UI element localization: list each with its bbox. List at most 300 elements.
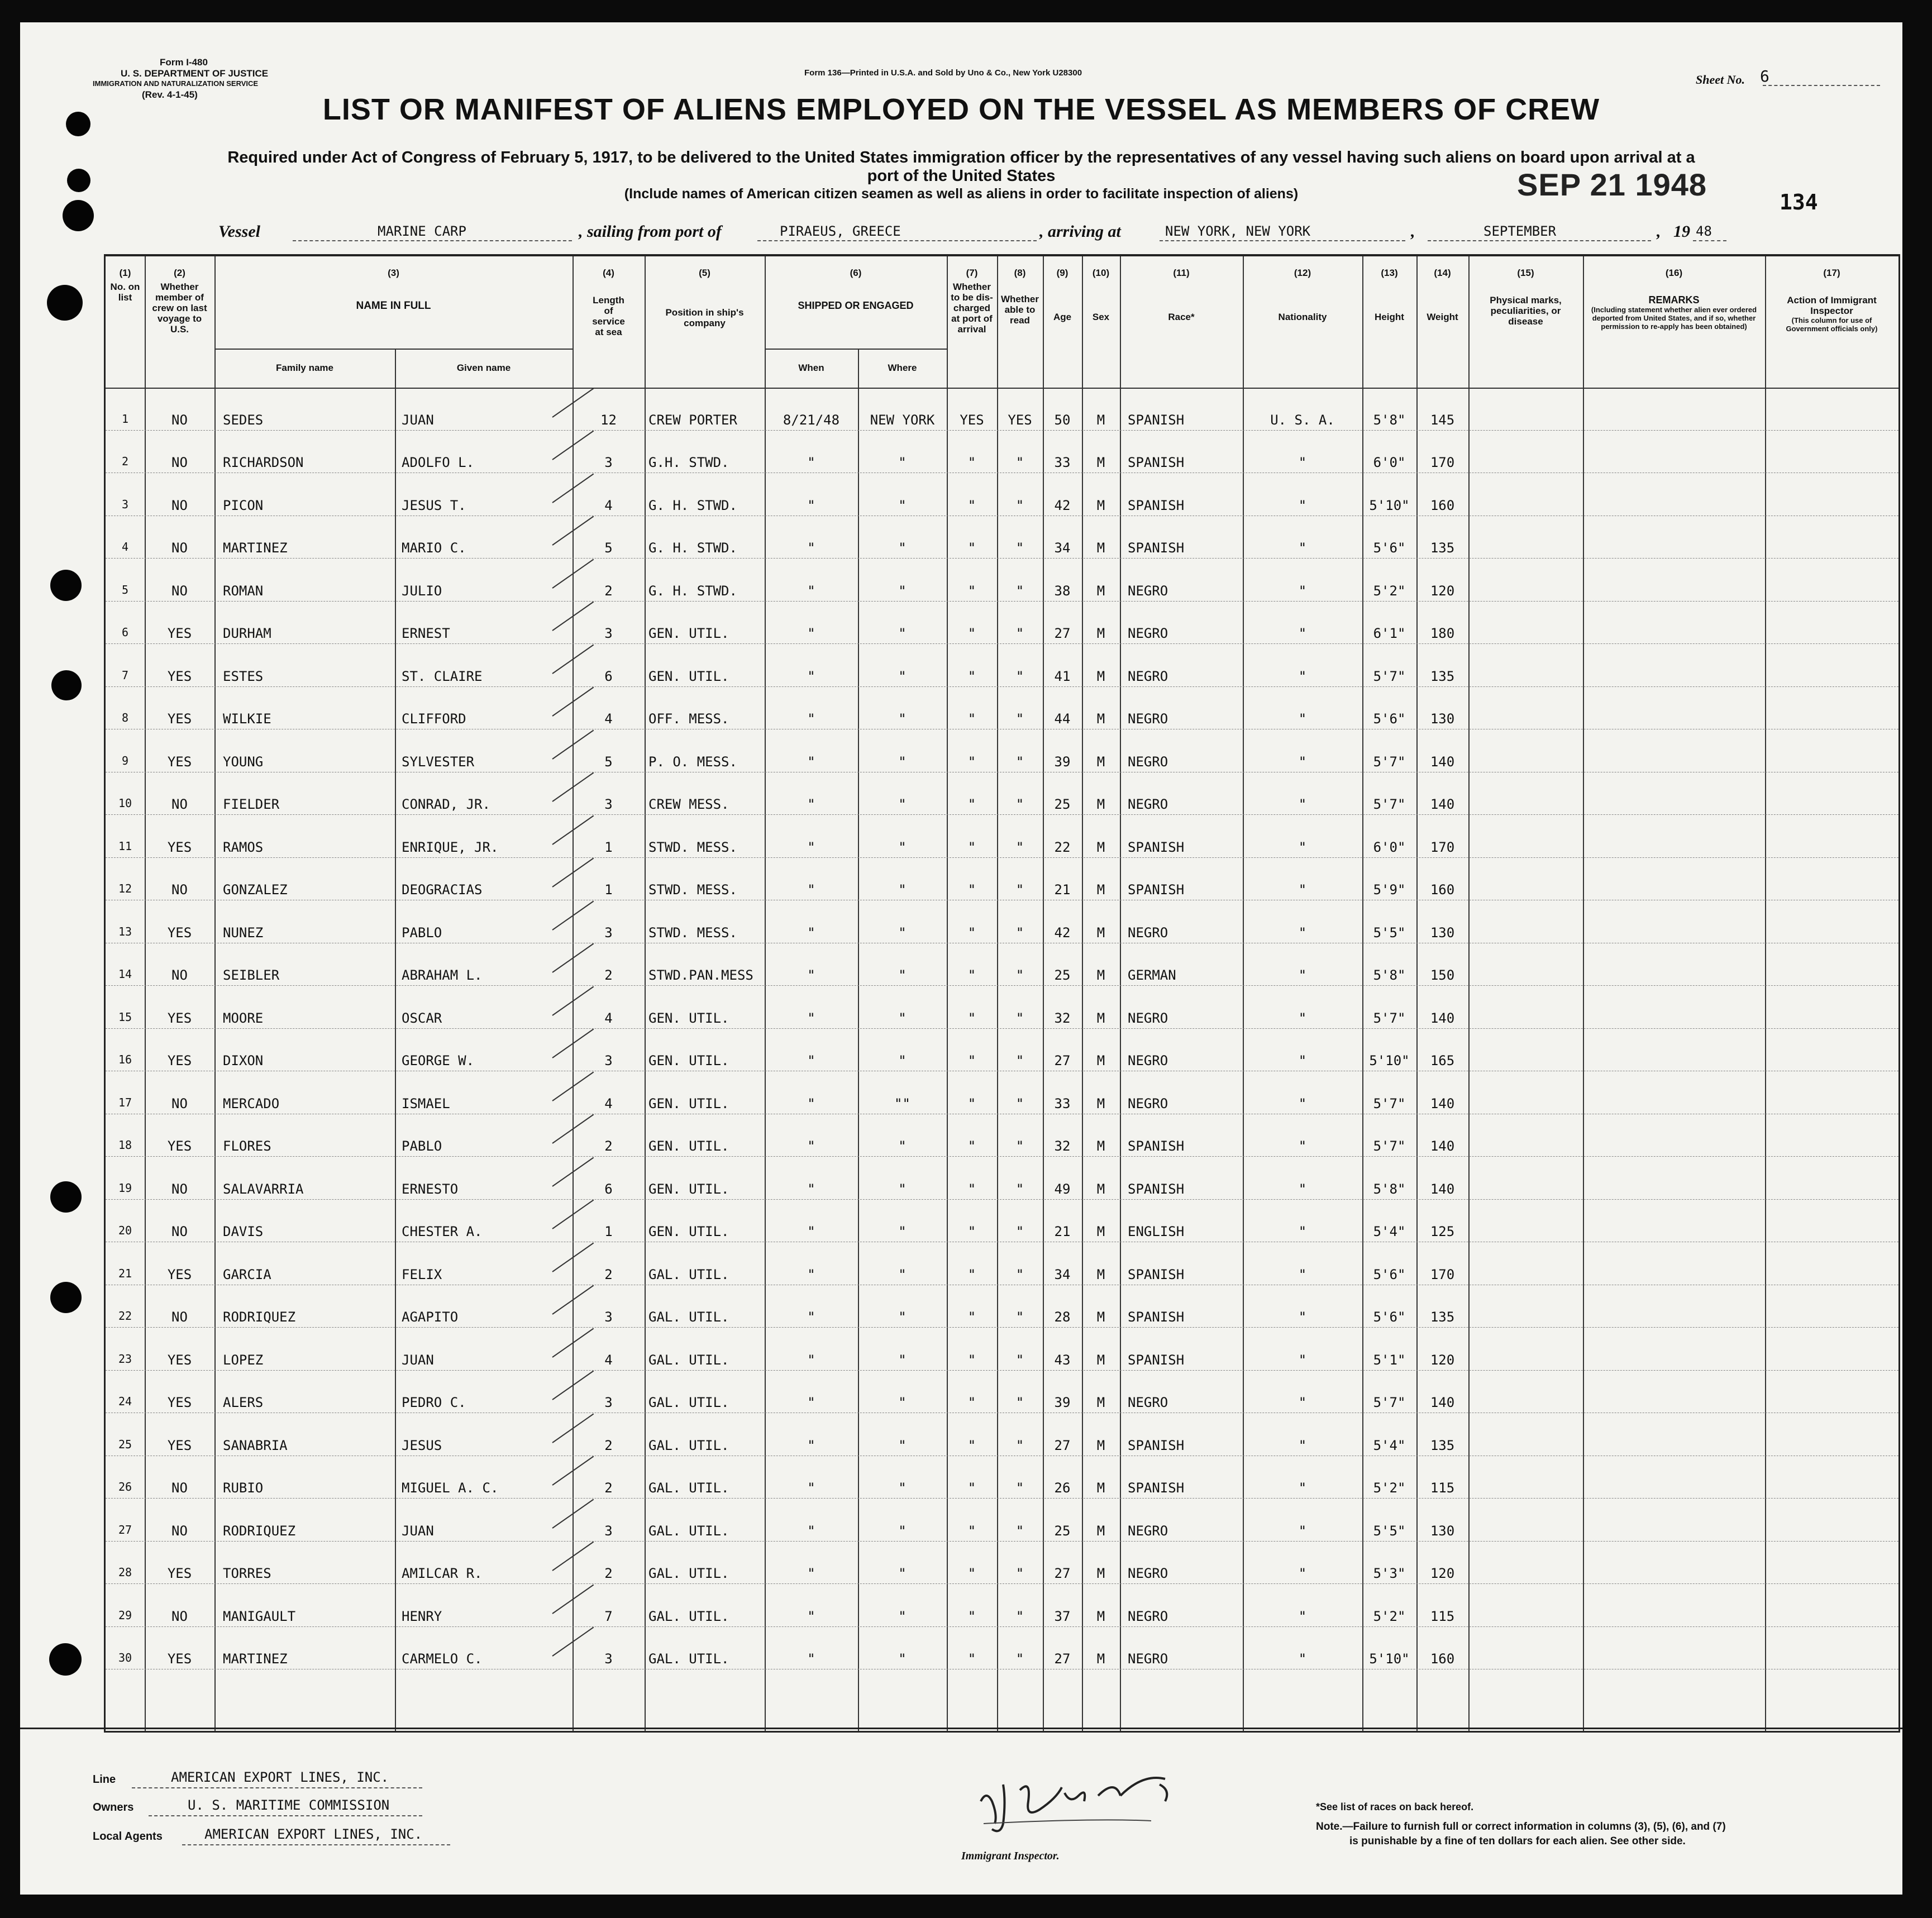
binder-hole: [47, 285, 83, 321]
cell-position: GAL. UTIL.: [648, 1309, 729, 1325]
cell-family: NUNEZ: [223, 924, 264, 941]
cell-where: ": [898, 1566, 907, 1581]
col-10-header: (10) Sex: [1092, 268, 1110, 322]
cell-race: NEGRO: [1128, 1095, 1168, 1111]
col-6a-header: When: [798, 362, 824, 373]
cell-family: LOPEZ: [223, 1352, 264, 1368]
cell-nat: ": [1298, 1309, 1307, 1325]
cell-disch: ": [967, 1651, 976, 1667]
cell-weight: 120: [1430, 583, 1455, 599]
cell-read: ": [1015, 1437, 1024, 1453]
cell-family: WILKIE: [223, 711, 271, 727]
cell-where: ": [898, 1309, 907, 1325]
cell-race: SPANISH: [1128, 1480, 1185, 1496]
line-underline: [132, 1787, 422, 1788]
cell-weight: 140: [1430, 753, 1455, 770]
cell-nat: ": [1298, 1566, 1307, 1581]
cell-position: G. H. STWD.: [648, 497, 737, 513]
cell-height: 5'7": [1373, 1138, 1406, 1154]
binder-hole: [51, 670, 82, 700]
cell-family: SALAVARRIA: [223, 1181, 304, 1197]
cell-position: GAL. UTIL.: [648, 1566, 729, 1581]
cell-prev: YES: [167, 1010, 192, 1026]
cell-service: 5: [604, 753, 613, 770]
manifest-sheet: [20, 22, 1902, 1895]
cell-nat: ": [1298, 1608, 1307, 1624]
table-row: [106, 476, 1898, 519]
subtitle-include: (Include names of American citizen seamen as well as aliens in order to facilitate inspection of aliens): [624, 186, 1299, 202]
cell-read: ": [1015, 753, 1024, 770]
cell-service: 3: [604, 626, 613, 641]
cell-family: MOORE: [223, 1010, 264, 1026]
cell-prev: NO: [171, 1309, 188, 1325]
cell-weight: 135: [1430, 1309, 1455, 1325]
cell-race: SPANISH: [1128, 412, 1185, 428]
cell-weight: 140: [1430, 1010, 1455, 1026]
cell-disch: ": [967, 1437, 976, 1453]
cell-position: CREW MESS.: [648, 796, 729, 812]
cell-prev: NO: [171, 1224, 188, 1239]
cell-nat: ": [1298, 1523, 1307, 1539]
cell-race: NEGRO: [1128, 796, 1168, 812]
cell-family: DAVIS: [223, 1224, 264, 1239]
cell-where: ": [898, 924, 907, 941]
cell-sex: M: [1096, 1437, 1105, 1453]
shipped-sub-line: [765, 349, 947, 350]
cell-prev: NO: [171, 497, 188, 513]
cell-height: 5'5": [1373, 924, 1406, 941]
inspector-label: Immigrant Inspector.: [961, 1850, 1060, 1862]
cell-sex: M: [1096, 626, 1105, 641]
cell-where: ": [898, 540, 907, 556]
cell-where: ": [898, 711, 907, 727]
binder-hole: [63, 200, 94, 231]
cell-given: AMILCAR R.: [402, 1566, 483, 1581]
cell-prev: YES: [167, 1352, 192, 1368]
department: U. S. DEPARTMENT OF JUSTICE: [121, 68, 269, 79]
cell-when: ": [807, 1352, 815, 1368]
binder-hole: [50, 570, 82, 601]
table-row: [106, 1373, 1898, 1416]
cell-disch: ": [967, 497, 976, 513]
cell-disch: ": [967, 1395, 976, 1410]
cell-race: NEGRO: [1128, 1608, 1168, 1624]
cell-disch: ": [967, 1352, 976, 1368]
cell-age: 33: [1054, 1095, 1071, 1111]
cell-service: 3: [604, 455, 613, 470]
cell-age: 21: [1054, 882, 1071, 898]
cell-given: PABLO: [402, 1138, 442, 1154]
cell-nat: ": [1298, 455, 1307, 470]
cell-weight: 120: [1430, 1566, 1455, 1581]
cell-no: 25: [118, 1437, 132, 1451]
cell-age: 25: [1054, 796, 1071, 812]
cell-disch: ": [967, 796, 976, 812]
col-12-header: (12) Nationality: [1278, 268, 1327, 322]
cell-disch: ": [967, 1224, 976, 1239]
cell-sex: M: [1096, 1309, 1105, 1325]
cell-sex: M: [1096, 1566, 1105, 1581]
vessel-name: MARINE CARP: [378, 223, 466, 239]
cell-height: 5'6": [1373, 1266, 1406, 1282]
cell-prev: YES: [167, 839, 192, 855]
cell-read: ": [1015, 1138, 1024, 1154]
cell-family: SEDES: [223, 412, 264, 428]
cell-no: 15: [118, 1010, 132, 1024]
cell-no: 14: [118, 967, 132, 981]
cell-read: ": [1015, 668, 1024, 684]
table-row: [106, 775, 1898, 818]
cell-age: 27: [1054, 1651, 1071, 1667]
cell-read: ": [1015, 1352, 1024, 1368]
table-row: [106, 1544, 1898, 1587]
cell-disch: ": [967, 1010, 976, 1026]
cell-position: GEN. UTIL.: [648, 626, 729, 641]
cell-age: 42: [1054, 497, 1071, 513]
sheet-label: Sheet No.: [1696, 73, 1745, 87]
cell-sex: M: [1096, 1608, 1105, 1624]
arriving-label: , arriving at: [1039, 222, 1121, 241]
cell-when: ": [807, 1266, 815, 1282]
cell-when: ": [807, 540, 815, 556]
table-row: [106, 1160, 1898, 1203]
cell-sex: M: [1096, 1523, 1105, 1539]
cell-when: ": [807, 1566, 815, 1581]
cell-read: ": [1015, 583, 1024, 599]
cell-service: 3: [604, 1309, 613, 1325]
col-15-header: (15) Physical marks, peculiarities, or disease: [1490, 268, 1562, 327]
cell-height: 5'7": [1373, 1095, 1406, 1111]
cell-disch: ": [967, 882, 976, 898]
cell-position: STWD.PAN.MESS: [648, 967, 753, 983]
cell-nat: ": [1298, 796, 1307, 812]
cell-service: 4: [604, 1352, 613, 1368]
header-bottom-line: [106, 388, 1898, 389]
cell-prev: NO: [171, 1523, 188, 1539]
cell-nat: ": [1298, 967, 1307, 983]
cell-age: 27: [1054, 1437, 1071, 1453]
cell-when: ": [807, 1437, 815, 1453]
col-5-header: (5) Position in ship's company: [665, 268, 744, 328]
cell-age: 33: [1054, 455, 1071, 470]
cell-service: 3: [604, 1523, 613, 1539]
cell-nat: ": [1298, 626, 1307, 641]
arriving-underline: [1160, 240, 1405, 241]
note-text-2: is punishable by a fine of ten dollars for each alien. See other side.: [1349, 1835, 1686, 1847]
cell-weight: 140: [1430, 1181, 1455, 1197]
cell-service: 12: [600, 412, 617, 428]
cell-prev: YES: [167, 711, 192, 727]
cell-sex: M: [1096, 668, 1105, 684]
cell-no: 21: [118, 1266, 132, 1280]
cell-where: ": [898, 497, 907, 513]
cell-height: 6'1": [1373, 626, 1406, 641]
cell-read: ": [1015, 540, 1024, 556]
cell-given: PEDRO C.: [402, 1395, 466, 1410]
cell-family: SANABRIA: [223, 1437, 288, 1453]
cell-height: 5'7": [1373, 753, 1406, 770]
cell-prev: YES: [167, 1053, 192, 1068]
cell-where: "": [894, 1095, 910, 1111]
cell-read: ": [1015, 1053, 1024, 1068]
vessel-label: Vessel: [218, 222, 260, 241]
cell-sex: M: [1096, 882, 1105, 898]
name-sub-line: [214, 349, 573, 350]
cell-given: ISMAEL: [402, 1095, 450, 1111]
cell-family: RUBIO: [223, 1480, 264, 1496]
cell-when: ": [807, 839, 815, 855]
cell-where: ": [898, 1523, 907, 1539]
cell-read: ": [1015, 839, 1024, 855]
cell-age: 27: [1054, 1053, 1071, 1068]
cell-weight: 140: [1430, 796, 1455, 812]
table-row: [106, 861, 1898, 904]
port-underline: [757, 240, 1037, 241]
cell-age: 27: [1054, 626, 1071, 641]
cell-no: 10: [118, 796, 132, 810]
cell-sex: M: [1096, 455, 1105, 470]
cell-height: 5'2": [1373, 1608, 1406, 1624]
cell-where: ": [898, 967, 907, 983]
cell-prev: YES: [167, 1138, 192, 1154]
cell-weight: 130: [1430, 711, 1455, 727]
cell-service: 2: [604, 967, 613, 983]
cell-height: 5'7": [1373, 668, 1406, 684]
cell-race: SPANISH: [1128, 1309, 1185, 1325]
cell-when: ": [807, 924, 815, 941]
table-row: [106, 1032, 1898, 1075]
cell-weight: 140: [1430, 1095, 1455, 1111]
year-prefix: 19: [1673, 222, 1690, 241]
cell-where: ": [898, 1608, 907, 1624]
col-4-header: (4) Length of service at sea: [592, 268, 625, 337]
col-3a-header: Family name: [276, 362, 333, 373]
vessel-underline: [293, 240, 572, 241]
cell-weight: 150: [1430, 967, 1455, 983]
cell-given: CARMELO C.: [402, 1651, 483, 1667]
cell-race: NEGRO: [1128, 668, 1168, 684]
cell-height: 5'1": [1373, 1352, 1406, 1368]
cell-family: DIXON: [223, 1053, 264, 1068]
cell-prev: YES: [167, 1566, 192, 1581]
cell-when: ": [807, 583, 815, 599]
cell-family: MARTINEZ: [223, 1651, 288, 1667]
cell-nat: ": [1298, 1010, 1307, 1026]
cell-when: ": [807, 626, 815, 641]
owners-underline: [149, 1815, 422, 1816]
cell-where: ": [898, 668, 907, 684]
note-text: —Failure to furnish full or correct information in columns (3), (5), (6), and (7): [1342, 1821, 1726, 1833]
cell-family: FIELDER: [223, 796, 280, 812]
cell-no: 9: [121, 753, 129, 767]
cell-when: ": [807, 711, 815, 727]
cell-sex: M: [1096, 1224, 1105, 1239]
cell-weight: 140: [1430, 1395, 1455, 1410]
cell-no: 23: [118, 1352, 132, 1366]
col-6b-header: Where: [888, 362, 917, 373]
cell-disch: ": [967, 839, 976, 855]
cell-prev: NO: [171, 796, 188, 812]
cell-disch: ": [967, 753, 976, 770]
cell-given: ERNESTO: [402, 1181, 459, 1197]
cell-race: NEGRO: [1128, 626, 1168, 641]
col-7-header: (7) Whether to be dis-charged at port of arrival: [951, 268, 993, 335]
cell-read: ": [1015, 1651, 1024, 1667]
cell-read: ": [1015, 1224, 1024, 1239]
cell-given: JUAN: [402, 1352, 434, 1368]
cell-position: GAL. UTIL.: [648, 1608, 729, 1624]
cell-when: ": [807, 753, 815, 770]
cell-read: ": [1015, 924, 1024, 941]
comma-separator-2: ,: [1657, 222, 1661, 241]
table-row: [106, 390, 1898, 433]
cell-read: YES: [1008, 412, 1032, 428]
cell-service: 4: [604, 1010, 613, 1026]
cell-nat: ": [1298, 583, 1307, 599]
cell-position: GAL. UTIL.: [648, 1395, 729, 1410]
departure-port: PIRAEUS, GREECE: [780, 223, 901, 239]
cell-nat: ": [1298, 711, 1307, 727]
cell-prev: YES: [167, 1651, 192, 1667]
cell-height: 5'7": [1373, 796, 1406, 812]
cell-no: 7: [121, 668, 129, 682]
agents-value: AMERICAN EXPORT LINES, INC.: [204, 1826, 423, 1842]
cell-no: 12: [118, 882, 132, 895]
cell-age: 34: [1054, 1266, 1071, 1282]
cell-sex: M: [1096, 412, 1105, 428]
cell-sex: M: [1096, 796, 1105, 812]
cell-weight: 130: [1430, 924, 1455, 941]
cell-age: 28: [1054, 1309, 1071, 1325]
printer-line: Form 136—Printed in U.S.A. and Sold by Uno & Co., New York U28300: [804, 68, 1082, 78]
cell-height: 5'7": [1373, 1395, 1406, 1410]
service-name: IMMIGRATION AND NATURALIZATION SERVICE: [93, 79, 259, 88]
cell-when: ": [807, 882, 815, 898]
cell-where: ": [898, 626, 907, 641]
revision: (Rev. 4-1-45): [142, 89, 198, 100]
cell-family: ALERS: [223, 1395, 264, 1410]
cell-weight: 115: [1430, 1480, 1455, 1496]
cell-position: GAL. UTIL.: [648, 1437, 729, 1453]
cell-age: 44: [1054, 711, 1071, 727]
form-number: Form I-480: [160, 57, 208, 68]
binder-hole: [50, 1181, 82, 1213]
cell-read: ": [1015, 455, 1024, 470]
table-row: [106, 604, 1898, 647]
cell-when: 8/21/48: [783, 412, 840, 428]
cell-where: ": [898, 583, 907, 599]
cell-family: RODRIQUEZ: [223, 1309, 296, 1325]
cell-service: 3: [604, 924, 613, 941]
races-footnote: *See list of races on back hereof.: [1316, 1801, 1474, 1812]
cell-given: JULIO: [402, 583, 442, 599]
cell-weight: 160: [1430, 1651, 1455, 1667]
cell-disch: ": [967, 1480, 976, 1496]
cell-given: DEOGRACIAS: [402, 882, 483, 898]
cell-where: ": [898, 1181, 907, 1197]
cell-family: RODRIQUEZ: [223, 1523, 296, 1539]
cell-given: JUAN: [402, 1523, 434, 1539]
year-underline: [1693, 240, 1726, 241]
cell-nat: ": [1298, 1224, 1307, 1239]
cell-age: 27: [1054, 1566, 1071, 1581]
cell-no: 18: [118, 1138, 132, 1152]
cell-disch: ": [967, 1138, 976, 1154]
cell-no: 24: [118, 1395, 132, 1408]
cell-service: 3: [604, 1053, 613, 1068]
cell-service: 2: [604, 1437, 613, 1453]
cell-position: G. H. STWD.: [648, 583, 737, 599]
page-title: LIST OR MANIFEST OF ALIENS EMPLOYED ON THE VESSEL AS MEMBERS OF CREW: [322, 93, 1600, 126]
cell-sex: M: [1096, 583, 1105, 599]
cell-given: CHESTER A.: [402, 1224, 483, 1239]
cell-no: 16: [118, 1053, 132, 1066]
cell-sex: M: [1096, 1395, 1105, 1410]
cell-when: ": [807, 497, 815, 513]
cell-given: FELIX: [402, 1266, 442, 1282]
table-row: [106, 1501, 1898, 1544]
cell-race: NEGRO: [1128, 1010, 1168, 1026]
cell-no: 8: [121, 711, 129, 724]
table-row: [106, 519, 1898, 562]
col-13-header: (13) Height: [1375, 268, 1404, 322]
cell-height: 5'8": [1373, 1181, 1406, 1197]
cell-read: ": [1015, 497, 1024, 513]
cell-read: ": [1015, 711, 1024, 727]
cell-race: NEGRO: [1128, 1523, 1168, 1539]
line-value: AMERICAN EXPORT LINES, INC.: [171, 1769, 389, 1785]
table-row: [106, 433, 1898, 476]
cell-position: STWD. MESS.: [648, 924, 737, 941]
cell-family: MERCADO: [223, 1095, 280, 1111]
cell-age: 25: [1054, 1523, 1071, 1539]
cell-height: 5'6": [1373, 711, 1406, 727]
cell-age: 50: [1054, 412, 1071, 428]
cell-nat: ": [1298, 1181, 1307, 1197]
cell-read: ": [1015, 1266, 1024, 1282]
binder-hole: [49, 1643, 82, 1676]
cell-race: SPANISH: [1128, 839, 1185, 855]
cell-race: NEGRO: [1128, 1566, 1168, 1581]
cell-weight: 120: [1430, 1352, 1455, 1368]
line-label: Line: [93, 1773, 116, 1786]
cell-read: ": [1015, 1523, 1024, 1539]
cell-position: STWD. MESS.: [648, 882, 737, 898]
cell-sex: M: [1096, 1010, 1105, 1026]
cell-given: MARIO C.: [402, 540, 466, 556]
cell-disch: ": [967, 1181, 976, 1197]
cell-sex: M: [1096, 1181, 1105, 1197]
cell-where: ": [898, 1480, 907, 1496]
cell-read: ": [1015, 1395, 1024, 1410]
table-row: [106, 1288, 1898, 1331]
cell-family: MANIGAULT: [223, 1608, 296, 1624]
cell-race: GERMAN: [1128, 967, 1176, 983]
cell-height: 5'2": [1373, 583, 1406, 599]
cell-service: 6: [604, 668, 613, 684]
cell-height: 5'10": [1369, 497, 1410, 513]
cell-service: 7: [604, 1608, 613, 1624]
col-16-header: (16) REMARKS (Including statement whether alien ever ordered deported from United States, and if so, whether permission to re-apply has been obtained): [1591, 268, 1757, 331]
cell-given: ST. CLAIRE: [402, 668, 483, 684]
cell-disch: ": [967, 1095, 976, 1111]
table-row: [106, 903, 1898, 946]
cell-prev: YES: [167, 1437, 192, 1453]
cell-read: ": [1015, 1480, 1024, 1496]
cell-service: 4: [604, 497, 613, 513]
cell-disch: ": [967, 1309, 976, 1325]
cell-no: 19: [118, 1181, 132, 1195]
